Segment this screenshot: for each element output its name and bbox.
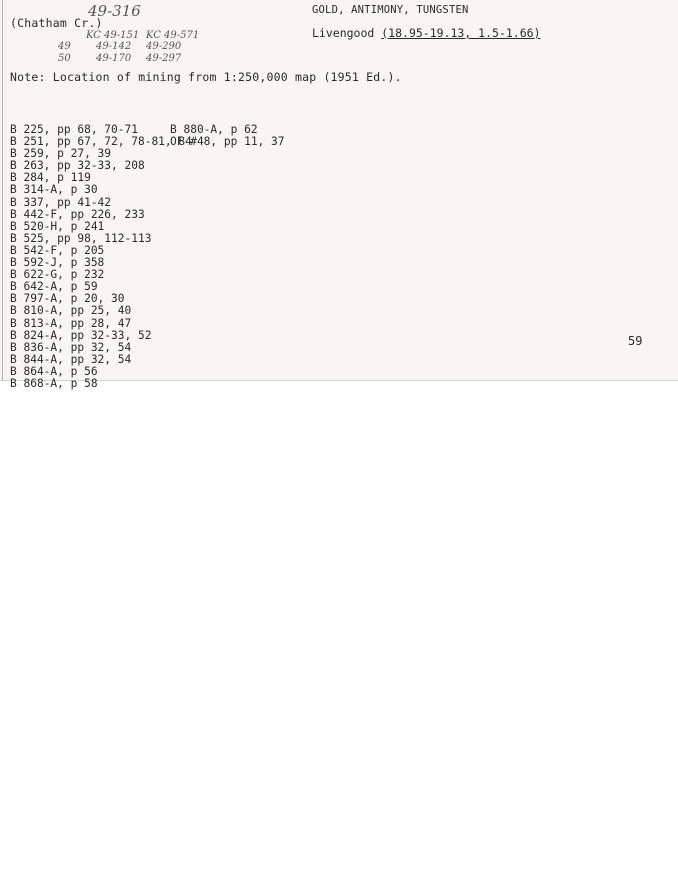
reference-line: B 314-A, p 30 — [10, 183, 98, 197]
quadrangle-name: Livengood — [312, 26, 375, 40]
coordinates: (18.95-19.13, 1.5-1.66) — [381, 26, 541, 40]
reference-line: B 251, pp 67, 72, 78-81, 84 — [10, 135, 192, 149]
handwritten-code: 49-297 — [146, 53, 182, 64]
reference-line: OF #48, pp 11, 37 — [170, 135, 285, 149]
handwritten-code: 50 — [58, 53, 71, 64]
reference-line: B 337, pp 41-42 — [10, 195, 112, 209]
note: Note: Location of mining from 1:250,000 map (1951 Ed.). — [10, 70, 402, 84]
header-left: (Chatham Cr.) — [10, 16, 103, 30]
reference-line: B 263, pp 32-33, 208 — [10, 159, 145, 173]
reference-line: B 520-H, p 241 — [10, 219, 105, 233]
reference-line: B 225, pp 68, 70-71 — [10, 123, 138, 136]
handwritten-code: 49-290 — [146, 41, 182, 52]
reference-line: B 836-A, pp 32, 54 — [10, 340, 132, 354]
reference-line: B 442-F, pp 226, 233 — [10, 207, 145, 221]
reference-line: B 622-G, p 232 — [10, 268, 105, 282]
handwritten-code: KC 49-151 — [86, 30, 140, 41]
reference-line: B 259, p 27, 39 — [10, 147, 112, 161]
locality — [312, 26, 541, 40]
reference-line: B 864-A, p 56 — [10, 364, 98, 378]
index-card — [0, 0, 678, 390]
reference-line: B 813-A, pp 28, 47 — [10, 316, 132, 330]
handwritten-code: KC 49-571 — [146, 30, 200, 41]
handwritten-code: 49-170 — [96, 53, 132, 64]
reference-line: B 642-A, p 59 — [10, 280, 98, 294]
reference-line: B 880-A, p 62 — [170, 123, 258, 136]
page-number: 59 — [628, 334, 643, 348]
handwritten-code: 49 — [58, 41, 71, 52]
reference-line: B 542-F, p 205 — [10, 243, 105, 257]
reference-line: B 810-A, pp 25, 40 — [10, 304, 132, 318]
reference-line: B 868-A, p 58 — [10, 376, 98, 390]
reference-line: B 284, p 119 — [10, 171, 91, 185]
handwritten-number: 49-316 — [88, 2, 141, 20]
references-left — [10, 124, 192, 390]
reference-line: B 592-J, p 358 — [10, 256, 105, 270]
reference-line: B 844-A, pp 32, 54 — [10, 352, 132, 366]
handwritten-code: 49-142 — [96, 41, 132, 52]
references-right — [170, 124, 285, 148]
reference-line: B 797-A, p 20, 30 — [10, 292, 125, 306]
commodities: GOLD, ANTIMONY, TUNGSTEN — [312, 4, 469, 16]
reference-line: B 824-A, pp 32-33, 52 — [10, 328, 152, 342]
reference-line: B 525, pp 98, 112-113 — [10, 231, 152, 245]
